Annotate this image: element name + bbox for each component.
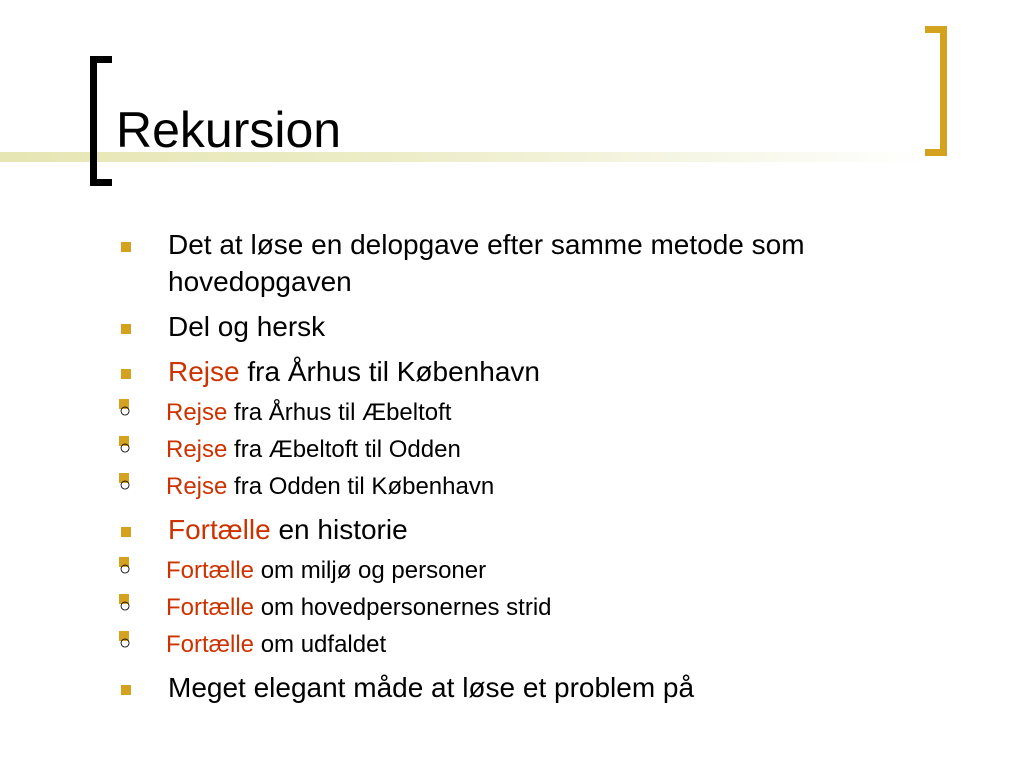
sub-bullet-item	[116, 589, 976, 626]
circle-bullet-icon: ○	[119, 632, 132, 654]
bullet-item	[116, 511, 976, 663]
sub-bullet-list	[116, 552, 976, 663]
sub-bullet-item	[116, 468, 976, 505]
sub-bullet-item	[116, 431, 976, 468]
square-bullet-icon	[121, 324, 131, 334]
sub-bullet-item	[116, 552, 976, 589]
sub-bullet-accent-word: Rejse	[166, 399, 228, 426]
bullet-text: fra Århus til København	[239, 356, 540, 387]
square-bullet-icon	[121, 685, 131, 695]
sub-bullet-text: fra Århus til Æbeltoft	[227, 399, 452, 426]
bullet-item	[116, 669, 976, 706]
bullet-item	[116, 226, 976, 300]
sub-bullet-list	[116, 394, 976, 505]
bullet-accent-word: Fortælle	[168, 514, 271, 545]
bullet-item	[116, 353, 976, 505]
sub-bullet-accent-word: Rejse	[166, 473, 228, 500]
slide-title: Rekursion	[116, 102, 342, 158]
sub-bullet-text: fra Odden til København	[227, 473, 495, 500]
circle-bullet-icon: ○	[119, 558, 132, 580]
bullet-text: Meget elegant måde at løse et problem på	[168, 672, 695, 703]
sub-bullet-item	[116, 626, 976, 663]
square-bullet-icon	[121, 369, 131, 379]
bullet-item	[116, 308, 976, 345]
square-bullet-icon	[121, 242, 131, 252]
left-bracket-decoration	[90, 56, 110, 186]
sub-bullet-text: om udfaldet	[254, 631, 387, 658]
sub-bullet-accent-word: Rejse	[166, 436, 228, 463]
right-bracket-decoration	[925, 26, 947, 156]
sub-bullet-accent-word: Fortælle	[166, 557, 255, 584]
bullet-accent-word: Rejse	[168, 356, 240, 387]
circle-bullet-icon: ○	[119, 400, 132, 422]
sub-bullet-item	[116, 394, 976, 431]
sub-bullet-text: om hovedpersonernes strid	[254, 594, 552, 621]
sub-bullet-accent-word: Fortælle	[166, 594, 255, 621]
circle-bullet-icon: ○	[119, 437, 132, 459]
sub-bullet-accent-word: Fortælle	[166, 631, 255, 658]
circle-bullet-icon: ○	[119, 595, 132, 617]
bullet-text: Del og hersk	[168, 311, 326, 342]
circle-bullet-icon: ○	[119, 474, 132, 496]
sub-bullet-text: fra Æbeltoft til Odden	[227, 436, 461, 463]
sub-bullet-text: om miljø og personer	[254, 557, 487, 584]
bullet-list	[116, 226, 976, 714]
square-bullet-icon	[121, 527, 131, 537]
bullet-text: en historie	[270, 514, 408, 545]
bullet-text: Det at løse en delopgave efter samme metode som hovedopgaven	[168, 229, 805, 297]
